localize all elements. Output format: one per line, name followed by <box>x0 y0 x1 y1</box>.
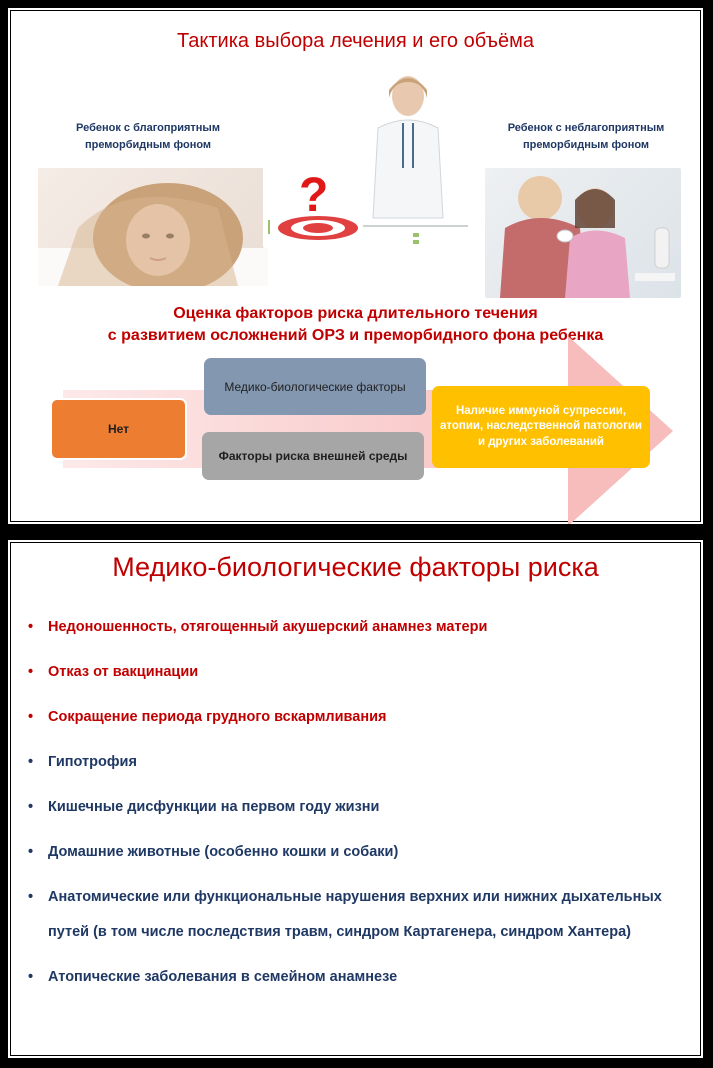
slide2-title: Медико-биологические факторы риска <box>112 552 599 582</box>
box-no: Нет <box>50 398 187 460</box>
bullet-icon: • <box>28 844 34 860</box>
risk-title-line1: Оценка факторов риска длительного течения <box>173 305 538 322</box>
bullet-icon: • <box>28 889 34 905</box>
box-environment: Факторы риска внешней среды <box>202 432 424 480</box>
risk-factor-item <box>28 700 691 735</box>
bullet-icon: • <box>28 754 34 770</box>
doctor-question-illustration <box>263 68 468 248</box>
risk-factor-item <box>28 835 691 870</box>
risk-title-line2: с развитием осложнений ОРЗ и преморбидного фона ребенка <box>107 327 604 345</box>
risk-factor-item <box>28 790 691 825</box>
slide1-title: Тактика выбора лечения и его объёма <box>176 30 535 52</box>
risk-factor-item <box>28 745 691 780</box>
bullet-icon: • <box>28 799 34 815</box>
bullet-icon: • <box>28 969 34 985</box>
risk-factor-text: Атопические заболевания в семейном анамнезе <box>48 969 398 985</box>
risk-factor-item <box>28 960 691 995</box>
risk-factor-text: Анатомические или функциональные нарушения верхних или нижних дыхательных путей (в том числе последствия травм, синдром Картагенера, синдром Хантера) <box>48 889 662 940</box>
girl-photo <box>38 168 268 286</box>
risk-factor-text: Недоношенность, отягощенный акушерский анамнез матери <box>48 619 488 635</box>
bullet-icon: • <box>28 709 34 725</box>
risk-factor-item <box>28 880 691 950</box>
question-mark-icon: ? <box>299 169 329 222</box>
risk-factor-text: Сокращение периода грудного вскармливания <box>48 709 387 725</box>
favorable-caption: Ребенок с благоприятным преморбидным фоном <box>76 122 220 151</box>
risk-factor-text: Домашние животные (особенно кошки и собаки) <box>48 844 399 860</box>
risk-factor-item <box>28 655 691 690</box>
bullet-icon: • <box>28 619 34 635</box>
risk-factor-text: Отказ от вакцинации <box>48 664 199 680</box>
box-medico-biological: Медико-биологические факторы <box>204 358 426 415</box>
slide-treatment-tactics <box>5 5 706 527</box>
risk-factor-text: Кишечные дисфункции на первом году жизни <box>48 799 380 815</box>
risk-factor-item <box>28 610 691 645</box>
risk-factor-list <box>28 610 691 1005</box>
risk-factor-text: Гипотрофия <box>48 754 137 770</box>
mother-child-photo <box>485 168 681 298</box>
slide-medico-biological-factors <box>5 537 706 1061</box>
box-immune-suppression: Наличие иммуной супрессии, атопии, наследственной патологии и других заболеваний <box>432 386 650 468</box>
unfavorable-caption: Ребенок с неблагоприятным преморбидным фоном <box>507 122 665 151</box>
bullet-icon: • <box>28 664 34 680</box>
